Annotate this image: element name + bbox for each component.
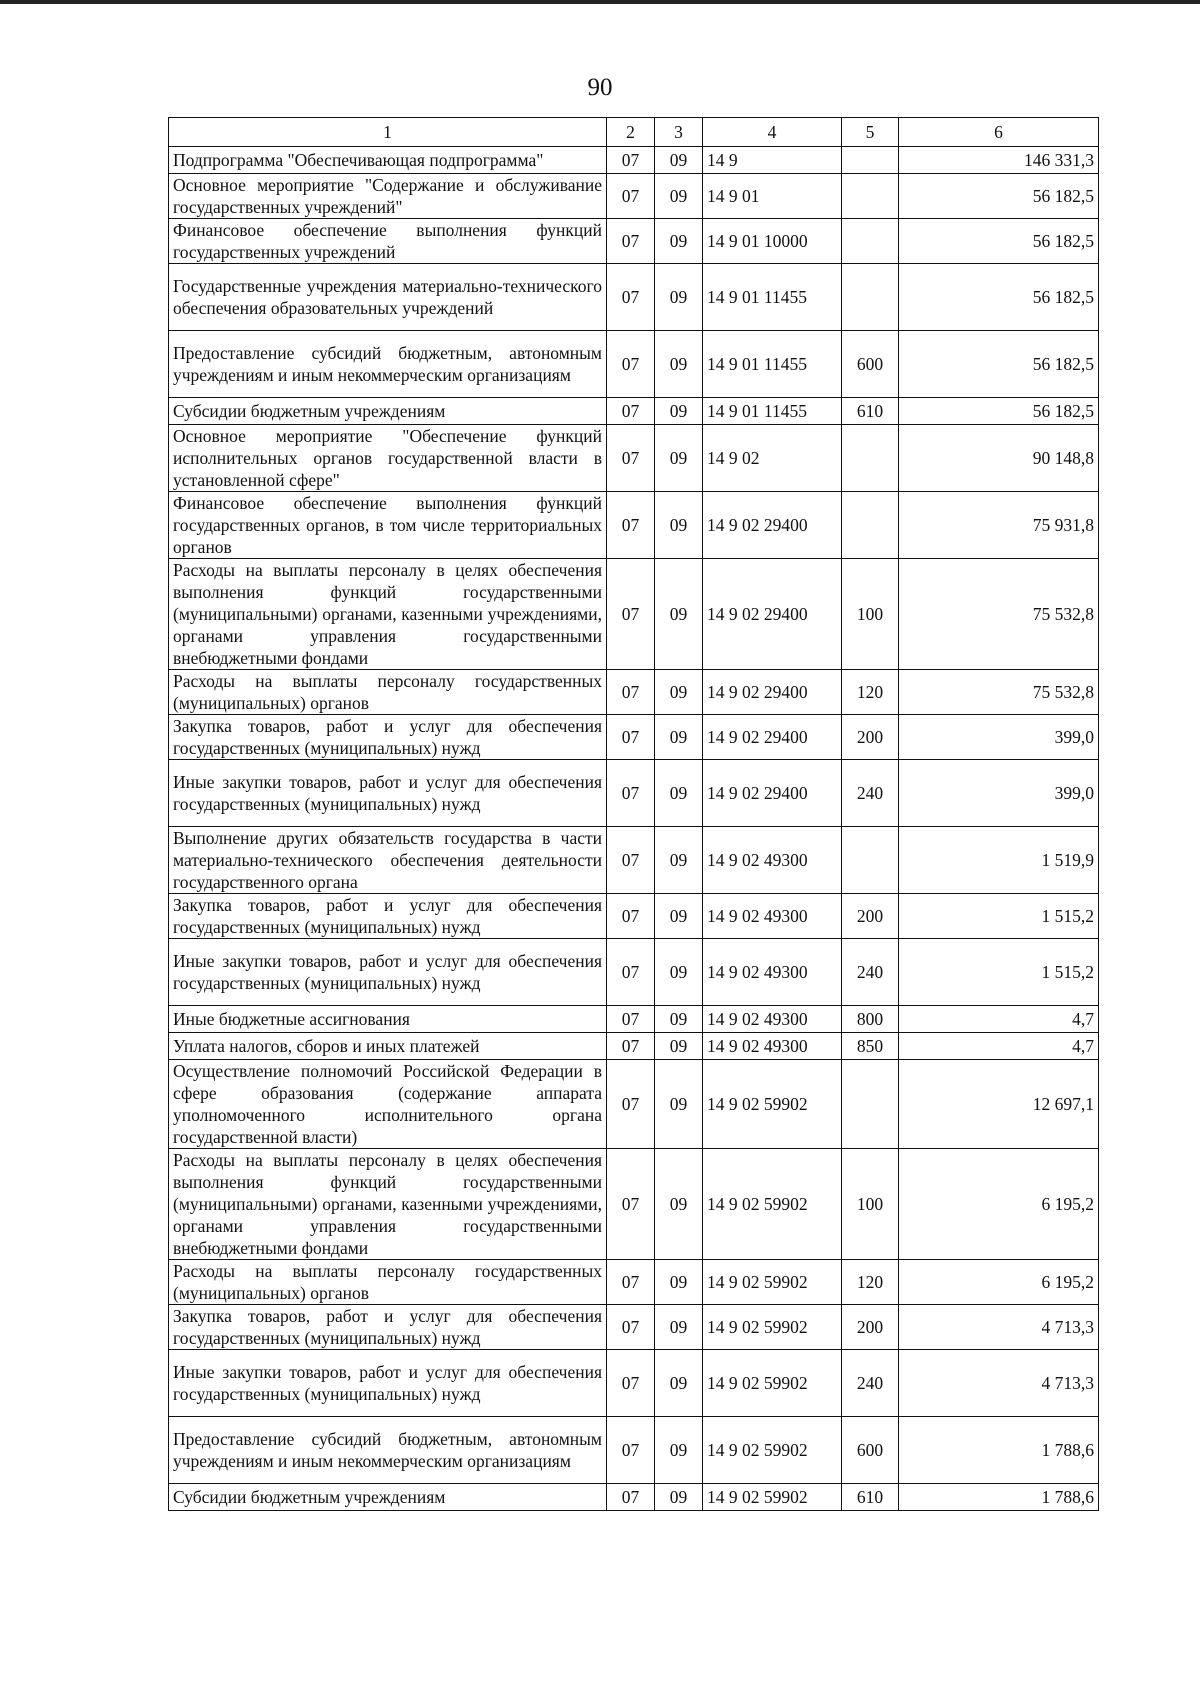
item-name: Закупка товаров, работ и услуг для обеспечения государственных (муниципальных) нужд: [169, 1305, 607, 1350]
section-code: 07: [607, 425, 655, 492]
table-row: [169, 670, 1099, 715]
subsection-code: 09: [655, 398, 703, 425]
page-number: 90: [587, 74, 613, 101]
target-article-code: 14 9 02 29400: [703, 492, 842, 559]
expense-type-code: [842, 147, 899, 174]
subsection-code: 09: [655, 425, 703, 492]
subsection-code: 09: [655, 1006, 703, 1033]
amount: 399,0: [899, 760, 1099, 827]
amount: 4 713,3: [899, 1350, 1099, 1417]
target-article-code: 14 9 02 59902: [703, 1149, 842, 1260]
subsection-code: 09: [655, 1060, 703, 1149]
target-article-code: 14 9 01 11455: [703, 398, 842, 425]
item-name: Предоставление субсидий бюджетным, автономным учреждениям и иным некоммерческим организациям: [169, 331, 607, 398]
expense-type-code: 100: [842, 1149, 899, 1260]
expense-type-code: [842, 492, 899, 559]
table-row: [169, 174, 1099, 219]
table-row: [169, 827, 1099, 894]
table-row: [169, 559, 1099, 670]
subsection-code: 09: [655, 1033, 703, 1060]
target-article-code: 14 9 02 49300: [703, 1033, 842, 1060]
expense-type-code: 100: [842, 559, 899, 670]
section-code: 07: [607, 1006, 655, 1033]
subsection-code: 09: [655, 492, 703, 559]
amount: 399,0: [899, 715, 1099, 760]
expense-type-code: 240: [842, 760, 899, 827]
subsection-code: 09: [655, 715, 703, 760]
section-code: 07: [607, 1484, 655, 1511]
target-article-code: 14 9 01: [703, 174, 842, 219]
item-name: Основное мероприятие "Содержание и обслуживание государственных учреждений": [169, 174, 607, 219]
expense-type-code: 610: [842, 1484, 899, 1511]
item-name: Осуществление полномочий Российской Федерации в сфере образования (содержание аппарата уполномоченного исполнительного органа государственной власти): [169, 1060, 607, 1149]
subsection-code: 09: [655, 174, 703, 219]
subsection-code: 09: [655, 1350, 703, 1417]
section-code: 07: [607, 1033, 655, 1060]
amount: 56 182,5: [899, 398, 1099, 425]
table-row: [169, 1149, 1099, 1260]
target-article-code: 14 9 02: [703, 425, 842, 492]
subsection-code: 09: [655, 264, 703, 331]
target-article-code: 14 9 02 29400: [703, 670, 842, 715]
amount: 56 182,5: [899, 174, 1099, 219]
amount: 1 519,9: [899, 827, 1099, 894]
item-name: Иные бюджетные ассигнования: [169, 1006, 607, 1033]
amount: 4,7: [899, 1006, 1099, 1033]
amount: 56 182,5: [899, 264, 1099, 331]
amount: 1 515,2: [899, 894, 1099, 939]
table-row: [169, 1006, 1099, 1033]
target-article-code: 14 9 02 49300: [703, 827, 842, 894]
subsection-code: 09: [655, 1305, 703, 1350]
expense-type-code: 610: [842, 398, 899, 425]
table-row: [169, 1260, 1099, 1305]
header-cell: 6: [899, 118, 1099, 147]
expense-type-code: 600: [842, 331, 899, 398]
amount: 56 182,5: [899, 331, 1099, 398]
expense-type-code: 800: [842, 1006, 899, 1033]
section-code: 07: [607, 492, 655, 559]
expense-type-code: [842, 174, 899, 219]
table-row: [169, 1350, 1099, 1417]
target-article-code: 14 9 01 11455: [703, 264, 842, 331]
section-code: 07: [607, 559, 655, 670]
item-name: Иные закупки товаров, работ и услуг для обеспечения государственных (муниципальных) нужд: [169, 1350, 607, 1417]
table-row: [169, 425, 1099, 492]
target-article-code: 14 9 02 59902: [703, 1305, 842, 1350]
table-row: [169, 715, 1099, 760]
target-article-code: 14 9 02 29400: [703, 559, 842, 670]
target-article-code: 14 9 02 59902: [703, 1350, 842, 1417]
expense-type-code: 200: [842, 894, 899, 939]
amount: 6 195,2: [899, 1260, 1099, 1305]
section-code: 07: [607, 827, 655, 894]
expense-type-code: [842, 264, 899, 331]
amount: 12 697,1: [899, 1060, 1099, 1149]
item-name: Государственные учреждения материально-технического обеспечения образовательных учреждений: [169, 264, 607, 331]
subsection-code: 09: [655, 1260, 703, 1305]
target-article-code: 14 9 01 11455: [703, 331, 842, 398]
amount: 1 515,2: [899, 939, 1099, 1006]
item-name: Расходы на выплаты персоналу государственных (муниципальных) органов: [169, 670, 607, 715]
section-code: 07: [607, 939, 655, 1006]
header-cell: 2: [607, 118, 655, 147]
table-row: [169, 1417, 1099, 1484]
target-article-code: 14 9 02 59902: [703, 1060, 842, 1149]
expense-type-code: 240: [842, 1350, 899, 1417]
amount: 6 195,2: [899, 1149, 1099, 1260]
section-code: 07: [607, 1149, 655, 1260]
amount: 90 148,8: [899, 425, 1099, 492]
expense-type-code: 120: [842, 1260, 899, 1305]
header-row: [169, 118, 1099, 147]
section-code: 07: [607, 1305, 655, 1350]
expense-type-code: 240: [842, 939, 899, 1006]
section-code: 07: [607, 147, 655, 174]
amount: 75 532,8: [899, 670, 1099, 715]
target-article-code: 14 9 02 49300: [703, 894, 842, 939]
header-cell: 4: [703, 118, 842, 147]
section-code: 07: [607, 264, 655, 331]
section-code: 07: [607, 174, 655, 219]
target-article-code: 14 9 02 29400: [703, 760, 842, 827]
subsection-code: 09: [655, 1484, 703, 1511]
table-row: [169, 939, 1099, 1006]
amount: 75 931,8: [899, 492, 1099, 559]
target-article-code: 14 9: [703, 147, 842, 174]
item-name: Финансовое обеспечение выполнения функций государственных органов, в том числе территориальных органов: [169, 492, 607, 559]
table-row: [169, 1060, 1099, 1149]
table-row: [169, 1033, 1099, 1060]
item-name: Финансовое обеспечение выполнения функций государственных учреждений: [169, 219, 607, 264]
expense-type-code: 600: [842, 1417, 899, 1484]
section-code: 07: [607, 670, 655, 715]
expense-type-code: [842, 425, 899, 492]
subsection-code: 09: [655, 939, 703, 1006]
section-code: 07: [607, 1350, 655, 1417]
expense-type-code: 850: [842, 1033, 899, 1060]
table-row: [169, 398, 1099, 425]
item-name: Предоставление субсидий бюджетным, автономным учреждениям и иным некоммерческим организациям: [169, 1417, 607, 1484]
item-name: Подпрограмма "Обеспечивающая подпрограмма": [169, 147, 607, 174]
table-row: [169, 1305, 1099, 1350]
amount: 146 331,3: [899, 147, 1099, 174]
section-code: 07: [607, 1417, 655, 1484]
section-code: 07: [607, 219, 655, 264]
item-name: Уплата налогов, сборов и иных платежей: [169, 1033, 607, 1060]
budget-table: [168, 117, 1099, 1511]
expense-type-code: 200: [842, 1305, 899, 1350]
subsection-code: 09: [655, 147, 703, 174]
item-name: Иные закупки товаров, работ и услуг для обеспечения государственных (муниципальных) нужд: [169, 939, 607, 1006]
subsection-code: 09: [655, 760, 703, 827]
amount: 4 713,3: [899, 1305, 1099, 1350]
table-row: [169, 331, 1099, 398]
target-article-code: 14 9 02 59902: [703, 1260, 842, 1305]
target-article-code: 14 9 02 49300: [703, 939, 842, 1006]
section-code: 07: [607, 331, 655, 398]
subsection-code: 09: [655, 331, 703, 398]
item-name: Иные закупки товаров, работ и услуг для обеспечения государственных (муниципальных) нужд: [169, 760, 607, 827]
table-row: [169, 147, 1099, 174]
subsection-code: 09: [655, 1149, 703, 1260]
item-name: Закупка товаров, работ и услуг для обеспечения государственных (муниципальных) нужд: [169, 894, 607, 939]
header-cell: 1: [169, 118, 607, 147]
item-name: Субсидии бюджетным учреждениям: [169, 1484, 607, 1511]
target-article-code: 14 9 02 59902: [703, 1484, 842, 1511]
section-code: 07: [607, 894, 655, 939]
subsection-code: 09: [655, 894, 703, 939]
amount: 56 182,5: [899, 219, 1099, 264]
amount: 4,7: [899, 1033, 1099, 1060]
subsection-code: 09: [655, 1417, 703, 1484]
section-code: 07: [607, 398, 655, 425]
section-code: 07: [607, 760, 655, 827]
table-row: [169, 760, 1099, 827]
section-code: 07: [607, 1260, 655, 1305]
expense-type-code: 200: [842, 715, 899, 760]
subsection-code: 09: [655, 670, 703, 715]
expense-type-code: 120: [842, 670, 899, 715]
table-row: [169, 264, 1099, 331]
subsection-code: 09: [655, 827, 703, 894]
amount: 1 788,6: [899, 1417, 1099, 1484]
item-name: Закупка товаров, работ и услуг для обеспечения государственных (муниципальных) нужд: [169, 715, 607, 760]
item-name: Расходы на выплаты персоналу в целях обеспечения выполнения функций государственными (муниципальными) органами, казенными учреждениями, органами управления государственными внебюджетными фондами: [169, 559, 607, 670]
section-code: 07: [607, 715, 655, 760]
subsection-code: 09: [655, 559, 703, 670]
section-code: 07: [607, 1060, 655, 1149]
target-article-code: 14 9 01 10000: [703, 219, 842, 264]
table-row: [169, 894, 1099, 939]
target-article-code: 14 9 02 49300: [703, 1006, 842, 1033]
header-cell: 5: [842, 118, 899, 147]
scan-edge: [0, 0, 1200, 4]
expense-type-code: [842, 827, 899, 894]
table-row: [169, 1484, 1099, 1511]
header-cell: 3: [655, 118, 703, 147]
target-article-code: 14 9 02 59902: [703, 1417, 842, 1484]
item-name: Субсидии бюджетным учреждениям: [169, 398, 607, 425]
expense-type-code: [842, 219, 899, 264]
item-name: Основное мероприятие "Обеспечение функций исполнительных органов государственной власти в установленной сфере": [169, 425, 607, 492]
subsection-code: 09: [655, 219, 703, 264]
expense-type-code: [842, 1060, 899, 1149]
table-row: [169, 492, 1099, 559]
item-name: Расходы на выплаты персоналу в целях обеспечения выполнения функций государственными (муниципальными) органами, казенными учреждениями, органами управления государственными внебюджетными фондами: [169, 1149, 607, 1260]
item-name: Расходы на выплаты персоналу государственных (муниципальных) органов: [169, 1260, 607, 1305]
amount: 75 532,8: [899, 559, 1099, 670]
target-article-code: 14 9 02 29400: [703, 715, 842, 760]
table-row: [169, 219, 1099, 264]
amount: 1 788,6: [899, 1484, 1099, 1511]
item-name: Выполнение других обязательств государства в части материально-технического обеспечения деятельности государственного органа: [169, 827, 607, 894]
